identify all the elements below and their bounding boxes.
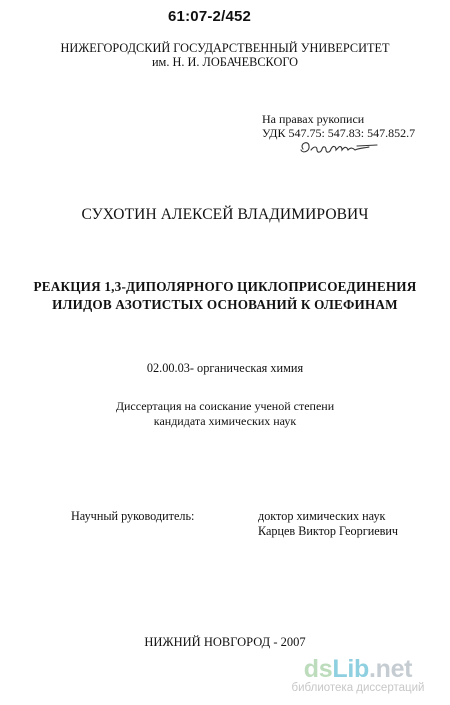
manuscript-rights-block bbox=[262, 112, 415, 140]
dslib-logo-net: .net bbox=[368, 655, 413, 683]
archive-stamp-number: 61:07-2/452 bbox=[168, 8, 252, 25]
university-header bbox=[0, 41, 450, 69]
degree-statement-line-2: кандидата химических наук bbox=[153, 414, 297, 428]
dslib-logo-lib: Lib bbox=[332, 655, 369, 683]
manuscript-rights-label: На правах рукописи bbox=[262, 112, 365, 126]
supervisor-name: Карцев Виктор Георгиевич bbox=[258, 524, 399, 538]
supervisor-degree: доктор химических наук bbox=[258, 509, 386, 523]
city-and-year: НИЖНИЙ НОВГОРОД - 2007 bbox=[144, 635, 306, 649]
university-named-after: им. Н. И. ЛОБАЧЕВСКОГО bbox=[151, 55, 299, 69]
dslib-logo bbox=[272, 656, 444, 682]
university-name: НИЖЕГОРОДСКИЙ ГОСУДАРСТВЕННЫЙ УНИВЕРСИТЕТ bbox=[60, 41, 390, 55]
author-name: СУХОТИН АЛЕКСЕЙ ВЛАДИМИРОВИЧ bbox=[81, 206, 369, 223]
dissertation-title-line-1: РЕАКЦИЯ 1,3-ДИПОЛЯРНОГО ЦИКЛОПРИСОЕДИНЕНИЯ bbox=[33, 279, 417, 294]
degree-statement bbox=[0, 399, 450, 429]
udk-code: УДК 547.75: 547.83: 547.852.7 bbox=[262, 126, 416, 140]
degree-statement-line-1: Диссертация на соискание ученой степени bbox=[115, 399, 335, 413]
dslib-logo-ds: ds bbox=[303, 655, 333, 683]
dissertation-title-line-2: ИЛИДОВ АЗОТИСТЫХ ОСНОВАНИЙ К ОЛЕФИНАМ bbox=[52, 297, 398, 312]
dissertation-title bbox=[0, 278, 450, 314]
supervisor-label: Научный руководитель: bbox=[71, 509, 195, 523]
dslib-subtitle: библиотека диссертаций bbox=[291, 682, 425, 694]
handwritten-signature bbox=[297, 137, 387, 159]
dslib-watermark bbox=[272, 656, 444, 695]
specialty-code: 02.00.03- органическая химия bbox=[146, 361, 304, 375]
